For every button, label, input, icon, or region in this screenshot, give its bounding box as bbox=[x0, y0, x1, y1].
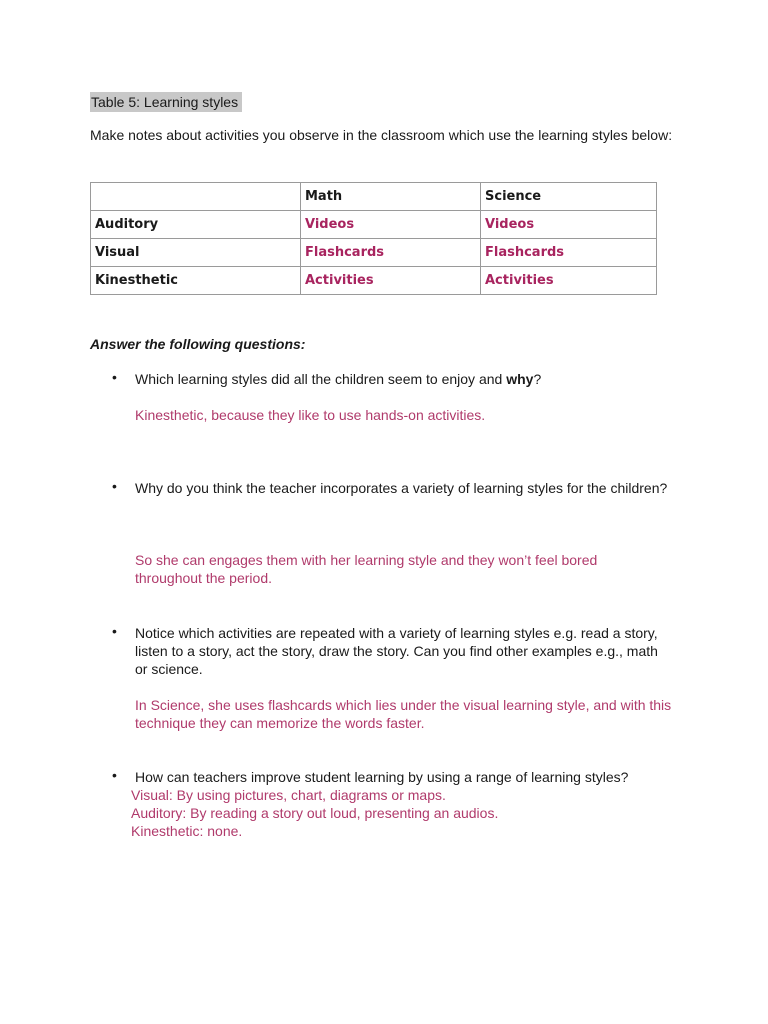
answer-line: Auditory: By reading a story out loud, presenting an audios. bbox=[131, 805, 499, 821]
row-label: Kinesthetic bbox=[91, 267, 301, 295]
question-item bbox=[112, 370, 672, 388]
table-header-cell: Science bbox=[481, 183, 657, 211]
table-row bbox=[91, 211, 657, 239]
science-cell: Flashcards bbox=[481, 239, 657, 267]
questions-heading: Answer the following questions: bbox=[90, 336, 306, 352]
question-text: How can teachers improve student learning by using a range of learning styles? bbox=[135, 769, 629, 785]
math-cell: Videos bbox=[301, 211, 481, 239]
answer-text: In Science, she uses flashcards which lies under the visual learning style, and with this technique they can memorize the words faster. bbox=[135, 697, 672, 731]
table-row bbox=[91, 267, 657, 295]
answer-list bbox=[131, 786, 691, 840]
question-item bbox=[112, 624, 672, 678]
math-cell: Activities bbox=[301, 267, 481, 295]
row-label: Auditory bbox=[91, 211, 301, 239]
science-cell: Activities bbox=[481, 267, 657, 295]
instructions-text: Make notes about activities you observe in the classroom which use the learning styles below: bbox=[90, 127, 673, 143]
question-text-part: ? bbox=[533, 371, 542, 387]
answer-line: Kinesthetic: none. bbox=[131, 823, 243, 839]
science-cell: Videos bbox=[481, 211, 657, 239]
row-label: Visual bbox=[91, 239, 301, 267]
bullet-icon: • bbox=[112, 767, 117, 783]
bullet-icon: • bbox=[112, 369, 117, 385]
learning-styles-table bbox=[90, 182, 657, 295]
bullet-icon: • bbox=[112, 478, 117, 494]
question-text-part: Which learning styles did all the children seem to enjoy and bbox=[135, 371, 507, 387]
table-caption: Table 5: Learning styles bbox=[90, 92, 242, 112]
question-text: Notice which activities are repeated with a variety of learning styles e.g. read a story, listen to a story, act the story, draw the story. Can you find other examples e.g., math or science. bbox=[135, 625, 658, 677]
table-header-cell: Math bbox=[301, 183, 481, 211]
table-row bbox=[91, 239, 657, 267]
answer-line: Visual: By using pictures, chart, diagrams or maps. bbox=[131, 787, 446, 803]
answer-text: So she can engages them with her learning style and they won’t feel bored throughout the period. bbox=[135, 552, 598, 586]
table-header-cell bbox=[91, 183, 301, 211]
math-cell: Flashcards bbox=[301, 239, 481, 267]
table-header-row bbox=[91, 183, 657, 211]
question-emphasis: why bbox=[506, 371, 534, 387]
answer-text: Kinesthetic, because they like to use hands-on activities. bbox=[135, 407, 486, 423]
question-item bbox=[112, 768, 672, 786]
question-text bbox=[135, 370, 672, 388]
question-item bbox=[112, 479, 672, 497]
bullet-icon: • bbox=[112, 623, 117, 639]
question-text: Why do you think the teacher incorporates a variety of learning styles for the children? bbox=[135, 480, 668, 496]
